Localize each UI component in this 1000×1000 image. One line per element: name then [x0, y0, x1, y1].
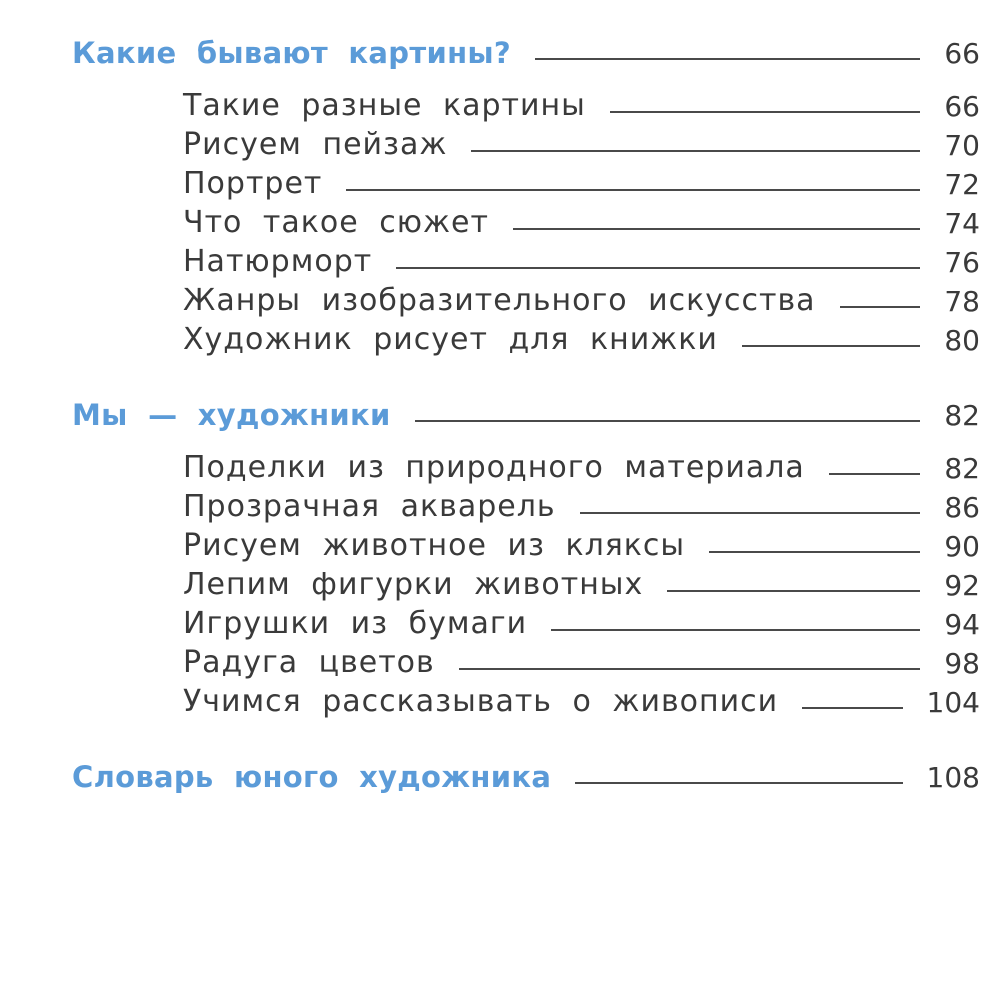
toc-entry[interactable]: [183, 640, 980, 680]
page-number: 82: [944, 399, 980, 432]
dot-leader-line: [610, 111, 921, 113]
entry-title: Рисуем пейзаж: [183, 127, 448, 162]
entry-title: Что такое сюжет: [183, 205, 489, 240]
page-number: 74: [944, 207, 980, 240]
toc-entry[interactable]: [183, 161, 980, 201]
entry-title: Натюрморт: [183, 244, 373, 279]
dot-leader-line: [459, 668, 921, 670]
page-number: 80: [944, 324, 980, 357]
page-number: 86: [944, 491, 980, 524]
dot-leader-line: [415, 420, 921, 422]
toc-entry[interactable]: [183, 122, 980, 162]
toc-entry[interactable]: [183, 83, 980, 123]
dot-leader-line: [580, 512, 921, 514]
dot-leader-line: [829, 473, 921, 475]
dot-leader-line: [802, 707, 902, 709]
page-number: 92: [944, 569, 980, 602]
toc-entry[interactable]: [183, 317, 980, 357]
section-title: Мы — художники: [72, 398, 391, 432]
toc-entry[interactable]: [183, 278, 980, 318]
page-number: 98: [944, 647, 980, 680]
dot-leader-line: [551, 629, 920, 631]
page-number: 104: [926, 686, 980, 719]
entry-title: Радуга цветов: [183, 645, 435, 680]
entry-title: Рисуем животное из кляксы: [183, 528, 686, 563]
toc-section-heading[interactable]: [72, 392, 980, 432]
page-number: 78: [944, 285, 980, 318]
toc-section-heading[interactable]: [72, 30, 980, 70]
entry-title: Поделки из природного материала: [183, 450, 805, 485]
dot-leader-line: [471, 150, 920, 152]
page-number: 90: [944, 530, 980, 563]
page-number: 72: [944, 168, 980, 201]
dot-leader-line: [667, 590, 920, 592]
dot-leader-line: [513, 228, 920, 230]
toc-entry[interactable]: [183, 239, 980, 279]
entry-title: Лепим фигурки животных: [183, 567, 644, 602]
dot-leader-line: [535, 58, 920, 60]
toc-entry[interactable]: [183, 679, 980, 719]
page-number: 66: [944, 37, 980, 70]
toc-entry[interactable]: [183, 445, 980, 485]
toc-entry[interactable]: [183, 562, 980, 602]
toc-entry[interactable]: [183, 523, 980, 563]
dot-leader-line: [575, 782, 902, 784]
page-number: 76: [944, 246, 980, 279]
entry-title: Художник рисует для книжки: [183, 322, 718, 357]
section-title: Какие бывают картины?: [72, 36, 512, 70]
page-number: 94: [944, 608, 980, 641]
entry-title: Портрет: [183, 166, 323, 201]
dot-leader-line: [396, 267, 920, 269]
entry-title: Жанры изобразительного искусства: [183, 283, 816, 318]
section-title: Словарь юного художника: [72, 760, 552, 794]
toc-entry[interactable]: [183, 601, 980, 641]
entry-title: Учимся рассказывать о живописи: [183, 684, 779, 719]
dot-leader-line: [709, 551, 920, 553]
toc-entry[interactable]: [183, 484, 980, 524]
page-number: 66: [944, 90, 980, 123]
entry-title: Такие разные картины: [183, 88, 586, 123]
dot-leader-line: [346, 189, 920, 191]
page-number: 70: [944, 129, 980, 162]
page-number: 82: [944, 452, 980, 485]
entry-title: Прозрачная акварель: [183, 489, 556, 524]
toc-entry[interactable]: [183, 200, 980, 240]
page-number: 108: [926, 761, 980, 794]
dot-leader-line: [742, 345, 921, 347]
dot-leader-line: [840, 306, 921, 308]
entry-title: Игрушки из бумаги: [183, 606, 528, 641]
toc-section-heading[interactable]: [72, 754, 980, 794]
